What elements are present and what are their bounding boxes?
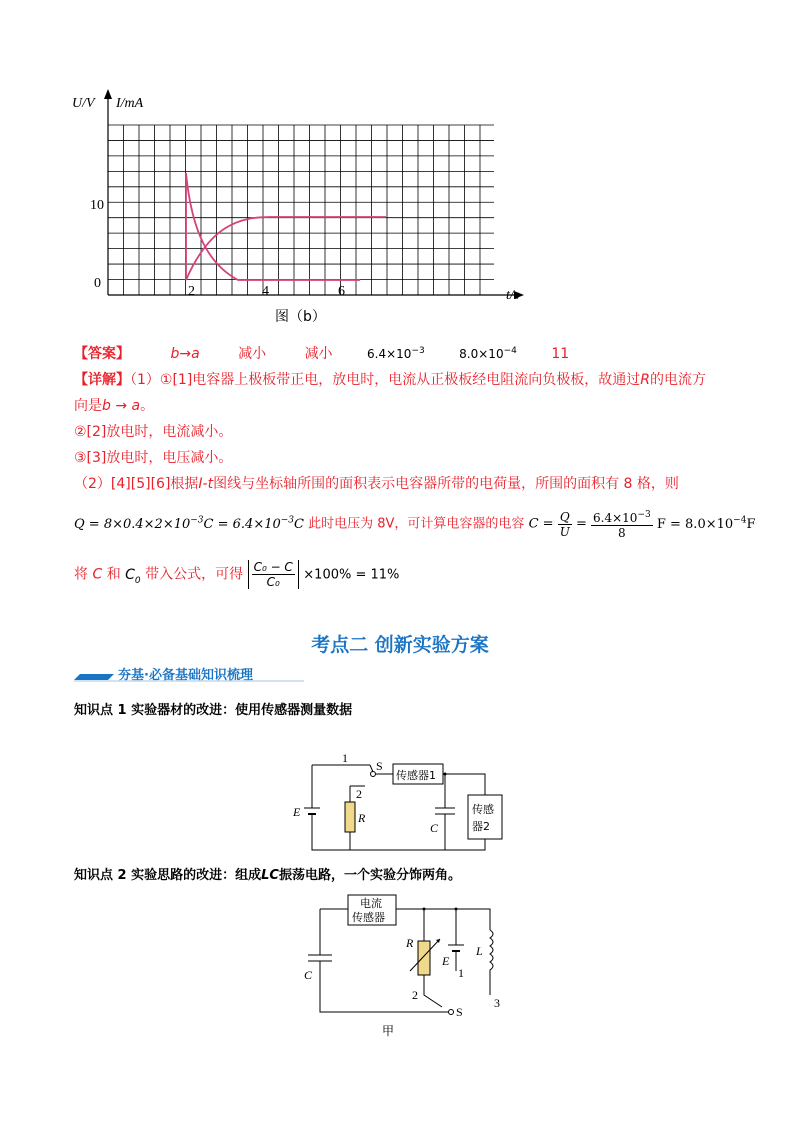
svg-text:E: E — [442, 954, 450, 968]
detail-line-3: ②[2]放电时，电流减小。 — [74, 424, 233, 440]
svg-text:R: R — [406, 936, 414, 950]
svg-text:甲: 甲 — [382, 1024, 395, 1038]
x-tick-2: 2 — [188, 284, 195, 299]
svg-text:电流: 电流 — [360, 897, 382, 910]
svg-text:1: 1 — [458, 966, 464, 980]
svg-text:L: L — [476, 944, 483, 958]
detail-line-5: （2）[4][5][6]根据I-t图线与坐标轴所围的面积表示电容器所带的电荷量，所围的面积有 8 格，则 — [74, 476, 679, 492]
svg-text:C: C — [430, 821, 439, 835]
abs-result: ×100% = 11% — [303, 567, 400, 583]
svg-text:C: C — [304, 968, 313, 982]
graph-grid — [108, 125, 494, 295]
answer-5: $8.0\times 10^{-4}$ — [459, 346, 517, 361]
answer-4: $6.4\times 10^{-3}$ — [367, 346, 425, 361]
svg-text:器2: 器2 — [472, 820, 490, 833]
answer-1: b→a — [170, 346, 200, 362]
x-label: t/s — [506, 288, 520, 303]
it-ut-graph — [60, 85, 540, 325]
eq-text: 此时电压为 8V，可计算电容器的电容 — [308, 516, 525, 532]
frac-value: $\frac{6.4\times 10^{-3}}{8}$ — [593, 510, 651, 540]
knowledge-point-1: 知识点 1 实验器材的改进：使用传感器测量数据 — [74, 703, 353, 718]
answer-3: 减小 — [304, 346, 333, 362]
detail-line-4: ③[3]放电时，电压减小。 — [74, 450, 233, 466]
answer-2: 减小 — [238, 346, 267, 362]
answer-6: 11 — [551, 346, 570, 362]
svg-text:夯基·必备基础知识梳理: 夯基·必备基础知识梳理 — [118, 668, 253, 683]
eq-c: C = — [528, 516, 554, 532]
section-title: 考点二 创新实验方案 — [311, 634, 489, 656]
answer-line — [74, 341, 569, 364]
svg-text:传感器: 传感器 — [352, 911, 385, 924]
detail-line-1: 【详解】（1）①[1]电容器上极板带正电，放电时，电流从正极板经电阻流向负极板，故通过R的电流方 — [74, 372, 707, 388]
svg-text:3: 3 — [494, 996, 500, 1010]
frac-q-u: $\frac{Q}{U}$ — [559, 509, 570, 539]
svg-text:R: R — [358, 811, 366, 825]
answer-tag: 【答案】 — [74, 346, 130, 362]
graph-caption: 图（b） — [275, 309, 326, 325]
eq-result: $F = 8.0\times 10^{-4}F$ — [656, 515, 756, 532]
x-tick-4: 4 — [262, 284, 269, 299]
svg-text:S: S — [376, 759, 383, 773]
svg-text:S: S — [456, 1005, 463, 1019]
y-tick-10: 10 — [90, 198, 104, 213]
circuit-1-diagram — [290, 750, 520, 860]
equation-line: $Q = 8\times 0.4\times 2\times 10^{-3}C = 6.4\times 10^{-3}C$ 此时电压为 8V，可计算电容器的电容 C = $\frac{Q}{U}$ = $\frac{6.4\times 10^{-3}}{8}$ $F = 8.0\times 10^{-4}F$ — [74, 509, 756, 540]
svg-text:E: E — [293, 805, 301, 819]
svg-text:2: 2 — [356, 787, 362, 801]
abs-fraction: $\frac{\text{C₀ − C}}{\text{C₀}}$ — [248, 560, 299, 589]
eq-q: $Q = 8\times 0.4\times 2\times 10^{-3}C = 6.4\times 10^{-3}C$ — [74, 515, 304, 532]
circuit-2-diagram — [300, 885, 510, 1040]
y-tick-0: 0 — [94, 276, 101, 291]
knowledge-point-2: 知识点 2 实验思路的改进：组成LC振荡电路，一个实验分饰两角。 — [74, 868, 461, 883]
svg-text:2: 2 — [412, 988, 418, 1002]
section-banner — [74, 664, 304, 686]
svg-text:传感器1: 传感器1 — [396, 769, 436, 782]
detail-line-2: 向是b → a。 — [74, 398, 155, 414]
y-label-u: U/V — [72, 96, 95, 111]
y-label-i: I/mA — [116, 96, 144, 111]
substitution-line: 将 C 和 $C_0$ 带入公式，可得 $\frac{\text{C₀ − C}}{\text{C₀}}$ ×100% = 11% — [74, 560, 400, 589]
svg-text:传感: 传感 — [472, 803, 494, 816]
x-tick-6: 6 — [338, 284, 345, 299]
detail-tag: 【详解】 — [74, 372, 130, 388]
y-axis-arrow — [104, 89, 112, 99]
svg-text:1: 1 — [342, 751, 348, 765]
